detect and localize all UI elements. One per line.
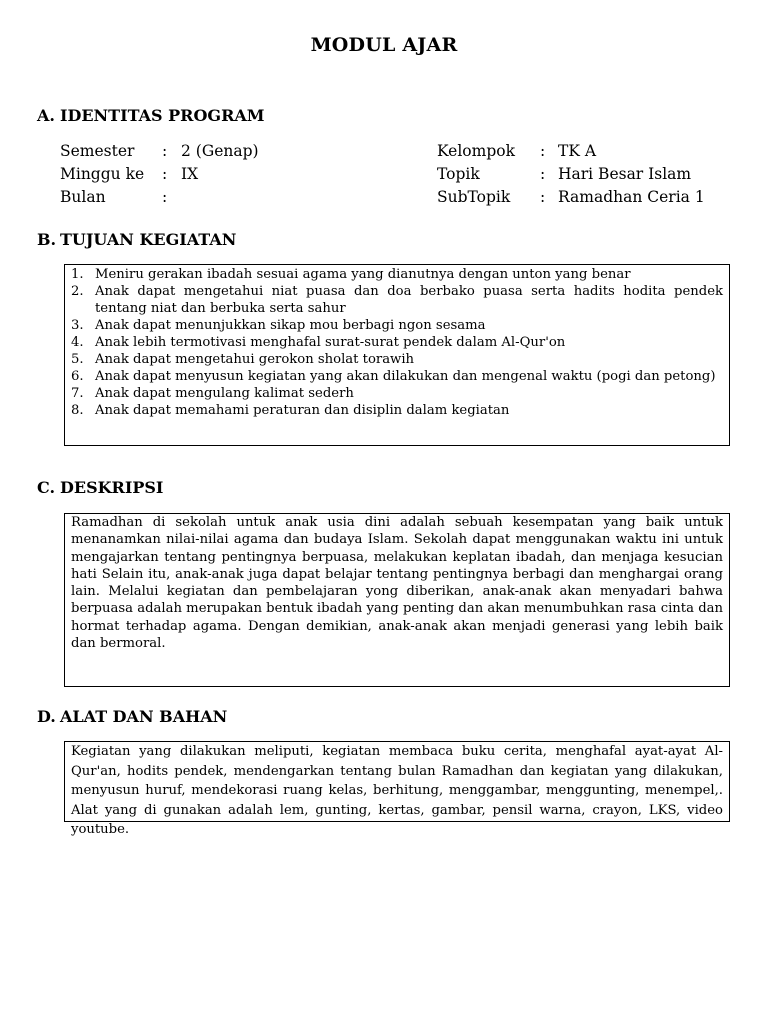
goal-item [71, 283, 723, 317]
goal-number: 1. [71, 267, 84, 282]
section-letter: D. [37, 707, 56, 726]
goal-text: Anak dapat memahami peraturan dan disiplin dalam kegiatan [95, 403, 510, 418]
section-letter: B. [37, 230, 57, 249]
description-text: Ramadhan di sekolah untuk anak usia dini adalah sebuah kesempatan yang baik untuk menanamkan nilai-nilai agama dan budaya Islam. Sekolah dapat menggunakan waktu ini untuk mengajarkan tentang pentingnya berpuasa, melakukan keplatan ibadah, dan menjaga kesucian hati Selain itu, anak-anak juga dapat belajar tentang pentingnya berbagi dan menghargai orang lain. Melalui kegiatan dan pembelajaran yong diberikan, anak-anak akan menyadari bahwa berpuasa adalah merupakan bentuk ibadah yang penting dan akan menumbuhkan rasa cinta dan hormat terhadap agama. Dengan demikian, anak-anak akan menjadi generasi yang lebih baik dan bermoral. [71, 515, 723, 652]
tools-text: Kegiatan yang dilakukan meliputi, kegiatan membaca buku cerita, menghafal ayat-ayat Al-Qur'an, hodits pendek, mendengarkan tentang bulan Ramadhan dan kegiatan yang dilakukan, menyusun huruf, mendekorasi ruang kelas, berhitung, menggambar, menggunting, menempel,. Alat yang di gunakan adalah lem, gunting, kertas, gambar, pensil warna, crayon, LKS, video youtube. [71, 744, 723, 837]
section-title: ALAT DAN BAHAN [60, 707, 228, 726]
section-title: IDENTITAS PROGRAM [60, 106, 265, 125]
identity-label: Semester [60, 142, 135, 160]
goal-number: 8. [71, 403, 84, 418]
identity-value: Hari Besar Islam [558, 165, 692, 183]
identity-colon: : [162, 165, 168, 183]
identity-label: Topik [437, 165, 480, 183]
goal-item [71, 402, 723, 419]
identity-colon: : [162, 142, 168, 160]
identity-colon: : [540, 165, 546, 183]
document-title: MODUL AJAR [310, 34, 458, 56]
goal-item [71, 317, 723, 334]
description-box [64, 513, 730, 687]
goal-text: Anak dapat mengulang kalimat sederh [95, 386, 354, 401]
identity-row [60, 186, 168, 209]
goal-text: Anak dapat mengetahui gerokon sholat torawih [95, 352, 415, 367]
goal-text: Anak lebih termotivasi menghafal surat-surat pendek dalam Al-Qur'on [95, 335, 566, 350]
goal-item [71, 385, 723, 402]
identity-value: Ramadhan Ceria 1 [558, 188, 705, 206]
section-title: DESKRIPSI [60, 478, 164, 497]
goal-text: Meniru gerakan ibadah sesuai agama yang dianutnya dengan unton yang benar [95, 267, 631, 282]
identity-row [60, 163, 199, 186]
identity-value: TK A [558, 142, 597, 160]
identity-value: 2 (Genap) [181, 142, 259, 160]
section-d-heading [37, 707, 227, 726]
goal-text: Anak dapat menyusun kegiatan yang akan dilakukan dan mengenal waktu (pogi dan petong) [95, 369, 716, 384]
goal-text: Anak dapat mengetahui niat puasa dan doa berbako puasa serta hadits hodita pendek tentang niat dan berbuka serta sahur [95, 284, 723, 316]
tools-box [64, 741, 730, 837]
identity-label: Minggu ke [60, 165, 145, 183]
goal-item [71, 266, 723, 283]
goal-item [71, 334, 723, 351]
identity-colon: : [162, 188, 168, 206]
identity-value: IX [181, 165, 199, 183]
section-a-heading [37, 106, 265, 125]
section-b-heading [37, 230, 236, 249]
identity-row [437, 163, 692, 186]
goal-item [71, 368, 723, 385]
goal-number: 3. [71, 318, 84, 333]
identity-label: Bulan [60, 188, 106, 206]
identity-colon: : [540, 188, 546, 206]
goal-number: 5. [71, 352, 84, 367]
goal-item [71, 351, 723, 368]
goal-text: Anak dapat menunjukkan sikap mou berbagi ngon sesama [95, 318, 486, 333]
identity-row [437, 186, 705, 209]
section-title: TUJUAN KEGIATAN [60, 230, 237, 249]
identity-label: SubTopik [437, 188, 511, 206]
section-letter: C. [37, 478, 56, 497]
identity-colon: : [540, 142, 546, 160]
identity-label: Kelompok [437, 142, 515, 160]
goal-number: 2. [71, 284, 84, 299]
goal-number: 7. [71, 386, 84, 401]
section-letter: A. [37, 106, 55, 125]
identity-row [60, 140, 259, 163]
goals-box [64, 264, 730, 446]
goal-number: 6. [71, 369, 84, 384]
identity-row [437, 140, 597, 163]
goal-number: 4. [71, 335, 84, 350]
section-c-heading [37, 478, 163, 497]
